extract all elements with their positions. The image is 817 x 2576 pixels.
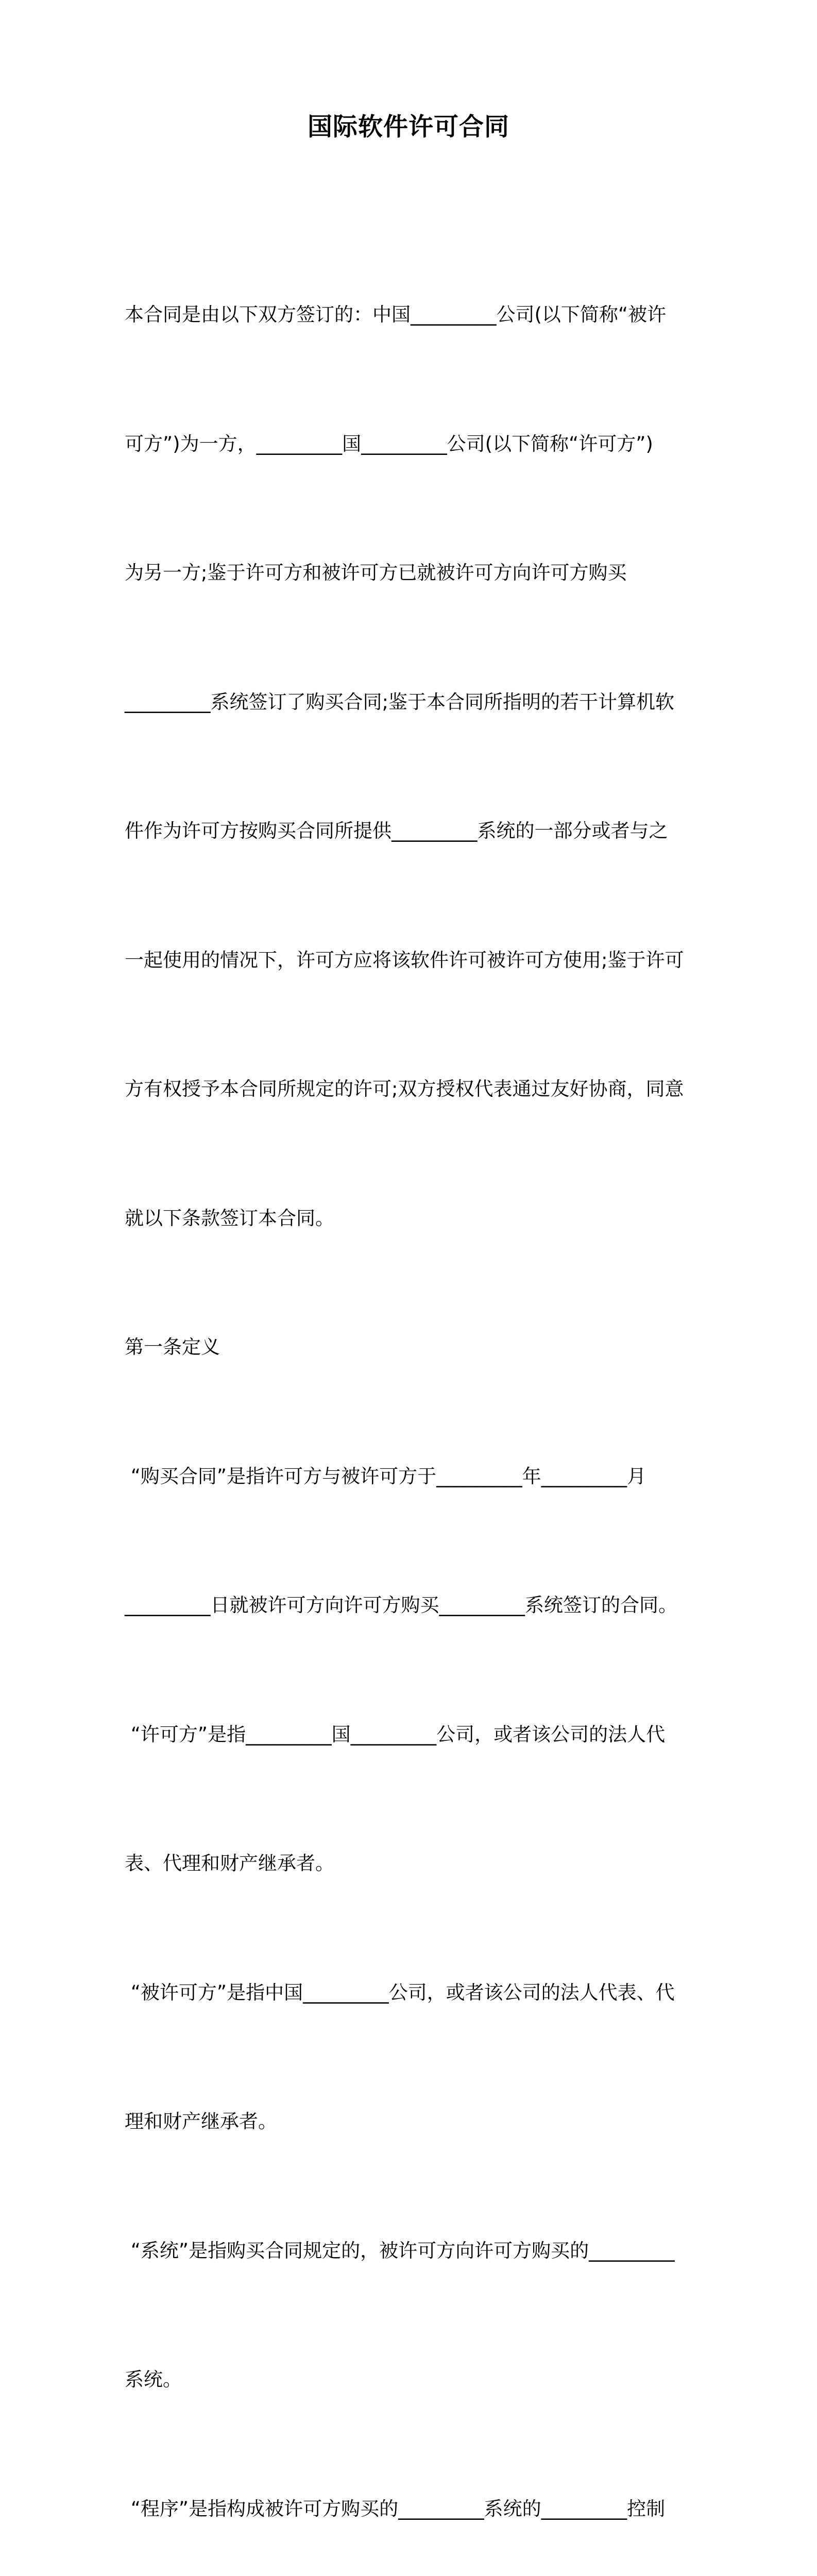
text-line: “系统”是指购买合同规定的，被许可方向许可方购买的_________ <box>125 2239 675 2262</box>
text-line: 就以下条款签订本合同。 <box>125 1207 334 1229</box>
text-line: 理和财产继承者。 <box>125 2110 277 2132</box>
document-title: 国际软件许可合同 <box>307 112 509 141</box>
text-line: “许可方”是指_________国_________公司，或者该公司的法人代 <box>125 1723 666 1745</box>
text-line: _________日就被许可方向许可方购买_________系统签订的合同。 <box>125 1594 677 1616</box>
text-line: “购买合同”是指许可方与被许可方于_________年_________月 <box>125 1465 646 1487</box>
text-line: 方有权授予本合同所规定的许可;双方授权代表通过友好协商，同意 <box>125 1078 684 1100</box>
text-line: 一起使用的情况下，许可方应将该软件许可被许可方使用;鉴于许可 <box>125 948 684 971</box>
text-line: 为另一方;鉴于许可方和被许可方已就被许可方向许可方购买 <box>125 562 627 584</box>
text-line: _________系统签订了购买合同;鉴于本合同所指明的若干计算机软 <box>125 690 674 713</box>
document-body <box>125 207 702 2576</box>
text-line: “被许可方”是指中国_________公司，或者该公司的法人代表、代 <box>125 1981 675 2004</box>
text-line: 可方”)为一方，_________国_________公司(以下简称“许可方”) <box>125 432 653 455</box>
section-heading: 第一条定义 <box>125 1336 220 1358</box>
text-line: 表、代理和财产继承者。 <box>125 1852 334 1874</box>
text-line: 本合同是由以下双方签订的：中国_________公司(以下简称“被许 <box>125 303 667 326</box>
text-line: “程序”是指构成被许可方购买的_________系统的_________控制 <box>125 2497 666 2520</box>
contract-text <box>125 207 702 2576</box>
text-line: 系统。 <box>125 2368 182 2391</box>
text-line: 件作为许可方按购买合同所提供_________系统的一部分或者与之 <box>125 820 668 842</box>
